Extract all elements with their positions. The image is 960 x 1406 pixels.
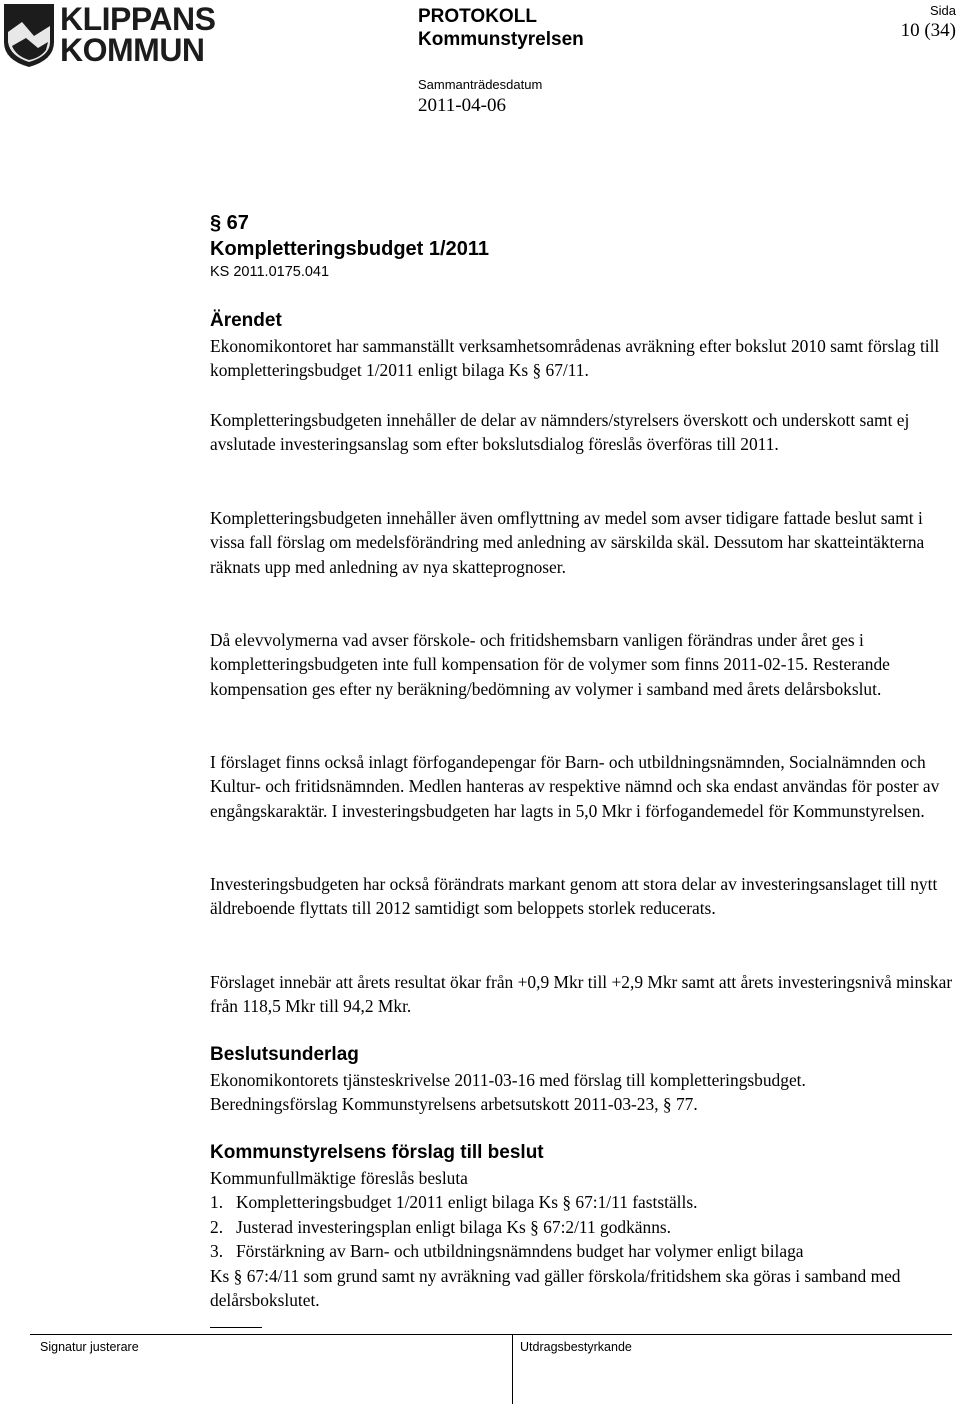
arendet-paragraph-4: Då elevvolymerna vad avser förskole- och fritidshemsbarn vanligen förändras under året ges i kompletteringsbudgeten inte full kompensation för de volymer som finns 2011-02-15. Resterande kompensation ges efter ny beräkning/bedömning av volymer i samband med årets delårsbokslut. (210, 630, 890, 699)
forslag-item-text: Justerad investeringsplan enligt bilaga Ks § 67:2/11 godkänns. (236, 1216, 672, 1237)
forslag-item-3 (210, 1239, 955, 1263)
section-heading-beslutsunderlag: Beslutsunderlag (210, 1044, 359, 1065)
arendet-paragraph-3: Kompletteringsbudgeten innehåller även omflyttning av medel som avser tidigare fattade beslut samt i vissa fall förslag om medelsförändring med anledning av särskilda skäl. Dessutom har skatteintäkterna räknats upp med anledning av nya skatteprognoser. (210, 508, 925, 577)
logo-wordmark (60, 1, 216, 68)
forslag-item-1 (210, 1190, 955, 1214)
page-label: Sida (929, 3, 956, 18)
forslag-item-number: 1. (210, 1192, 224, 1213)
municipality-logo (2, 2, 217, 68)
doc-type: PROTOKOLL (418, 6, 537, 27)
beslutsunderlag-line-2: Beredningsförslag Kommunstyrelsens arbetsutskott 2011-03-23, § 77. (210, 1094, 698, 1115)
extract-label: Utdragsbestyrkande (520, 1340, 632, 1354)
case-number: KS 2011.0175.041 (210, 264, 330, 280)
meeting-date-label: Sammanträdesdatum (418, 77, 543, 92)
committee-name: Kommunstyrelsen (418, 29, 584, 50)
forslag-item-number: 2. (210, 1216, 224, 1237)
forslag-item-2 (210, 1215, 955, 1239)
section-heading-forslag: Kommunstyrelsens förslag till beslut (210, 1142, 544, 1163)
arendet-paragraph-7: Förslaget innebär att årets resultat ökar från +0,9 Mkr till +2,9 Mkr samt att årets investeringsnivå minskar från 118,5 Mkr till 94,2 Mkr. (210, 972, 953, 1017)
page-number: 10 (34) (900, 20, 956, 41)
beslutsunderlag-line-1: Ekonomikontorets tjänsteskrivelse 2011-03-16 med förslag till kompletteringsbudget. (210, 1070, 806, 1090)
signature-label: Signatur justerare (40, 1340, 139, 1354)
arendet-paragraph-1: Ekonomikontoret har sammanställt verksamhetsområdenas avräkning efter bokslut 2010 samt förslag till kompletteringsbudget 1/2011 enligt bilaga Ks § 67/11. (210, 336, 940, 381)
section-heading-arendet: Ärendet (210, 310, 282, 331)
footer-rule (30, 1334, 952, 1335)
shield-emblem-icon (2, 2, 56, 68)
forslag-item-3-continuation: Ks § 67:4/11 som grund samt ny avräkning vad gäller förskola/fritidshem ska göras i samband med delårsbokslutet. (210, 1265, 901, 1311)
beslutsunderlag-list (210, 1068, 955, 1117)
item-title: Kompletteringsbudget 1/2011 (210, 238, 489, 260)
footer-divider (512, 1334, 513, 1404)
arendet-paragraph-5: I förslaget finns också inlagt förfogandepengar för Barn- och utbildningsnämnden, Socialnämnden och Kultur- och fritidsnämnden. Medlen hanteras av respektive nämnd och ska endast användas för poster av engångskaraktär. I investeringsbudgeten har lagts in 5,0 Mkr i förfogandemedel för Kommunstyrelsen. (210, 752, 940, 821)
forslag-block (210, 1166, 955, 1312)
forslag-item-number: 3. (210, 1241, 224, 1262)
logo-line-1: KLIPPANS (60, 1, 216, 37)
logo-line-2: KOMMUN (60, 32, 205, 68)
arendet-paragraph-2: Kompletteringsbudgeten innehåller de delar av nämnders/styrelsers överskott och underskott samt ej avslutade investeringsanslag som efter bokslutsdialog föreslås överföras till 2011. (210, 410, 910, 455)
signature-short-line (210, 1327, 262, 1328)
arendet-paragraph-6: Investeringsbudgeten har också förändrats markant genom att stora delar av investeringsanslaget till nytt äldreboende flyttats till 2012 samtidigt som beloppets storlek reducerats. (210, 874, 938, 919)
forslag-intro: Kommunfullmäktige föreslås besluta (210, 1168, 468, 1188)
forslag-item-text: Kompletteringsbudget 1/2011 enligt bilaga Ks § 67:1/11 fastställs. (236, 1192, 698, 1213)
meeting-date: 2011-04-06 (418, 95, 506, 116)
forslag-item-text: Förstärkning av Barn- och utbildningsnämndens budget har volymer enligt bilaga (236, 1241, 804, 1262)
item-number: § 67 (210, 212, 249, 234)
